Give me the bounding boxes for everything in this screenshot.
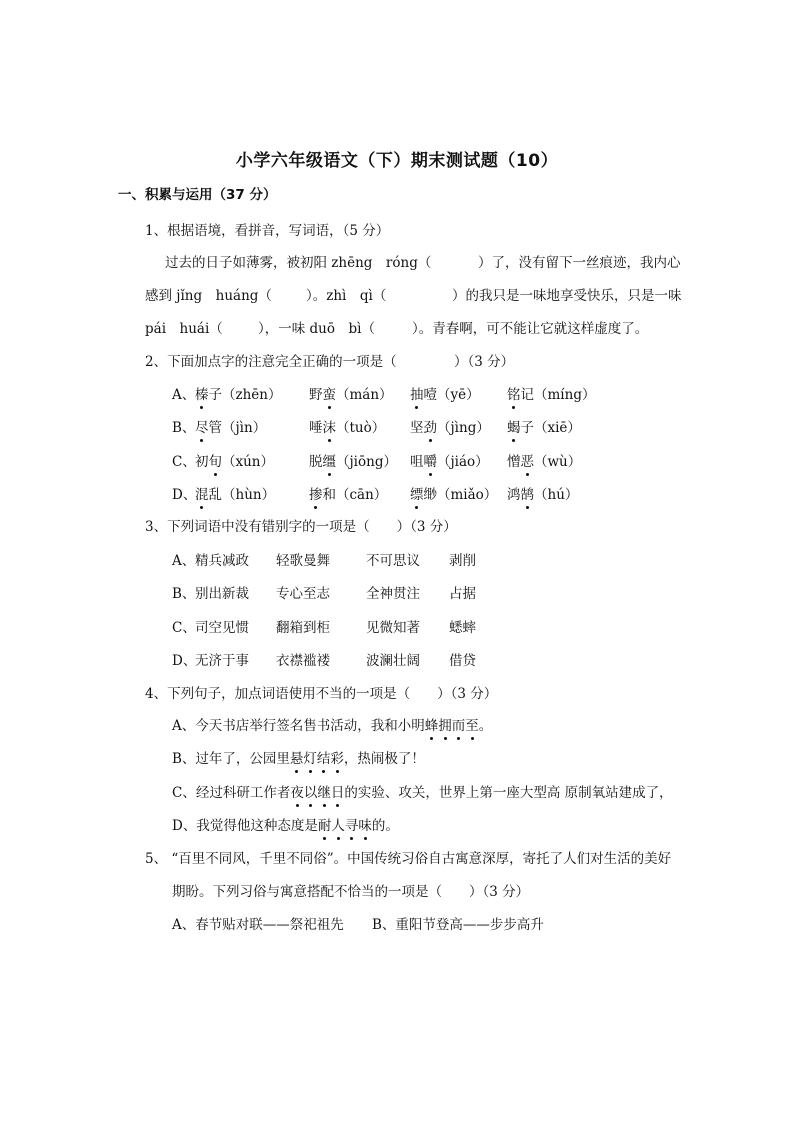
q4-a-pre: A、今天书店举行签名售书活动，我和小明 — [172, 718, 425, 734]
q1-line2-text-b: ）。zhì qì（ — [306, 288, 387, 304]
q2-stem-a: 2、下面加点字的注意完全正确的一项是（ — [145, 354, 397, 370]
q2-item-pre: 憎 — [507, 454, 521, 470]
q4-b-dotted — [290, 751, 344, 767]
dotted-char: 人 — [331, 814, 345, 834]
q2-item-post: 乱（hùn） — [208, 487, 276, 503]
q2-item-post: 和（cān） — [322, 487, 388, 503]
q2-item-post: （tuò） — [336, 420, 386, 436]
q1-stem: 1、根据语境，看拼音，写词语，（5 分） — [145, 223, 390, 239]
q2-item-pre: 初 — [195, 454, 209, 470]
q2-item-post: （xún） — [222, 454, 275, 470]
q3-stem: 3、下列词语中没有错别字的一项是（ ）（3 分） — [145, 519, 457, 535]
q2-item-post: （hú） — [534, 487, 579, 503]
q2-option-label: D、 — [172, 487, 197, 503]
dotted-char: 而 — [452, 714, 466, 734]
q1-line2-text-a: 感到 jǐng huáng（ — [145, 288, 272, 304]
q2-item-dotted-char: 嚼 — [424, 450, 438, 470]
q2-item-dotted-char: 抽 — [410, 383, 424, 403]
q3-option-label: B、 — [172, 586, 196, 602]
q5-stem-line2: 期盼。下列习俗与寓意搭配不恰当的一项是（ ）（3 分） — [172, 884, 530, 900]
q3-option-word: 司空见惯 — [195, 620, 249, 636]
q4-stem: 4、下列句子，加点词语使用不当的一项是（ ）（3 分） — [145, 686, 498, 702]
q4-b-pre: B、过年了，公园里 — [172, 751, 290, 767]
q4-a-post: 。 — [478, 718, 493, 734]
q2-item-post: 子（xiē） — [520, 420, 581, 436]
q2-item-dotted-char: 铭 — [507, 383, 521, 403]
dotted-char: 夜 — [290, 781, 304, 801]
q3-option-word: 轻歌曼舞 — [276, 553, 330, 569]
q3-option-word: 剥削 — [449, 553, 476, 569]
q2-option-item — [410, 483, 497, 503]
q2-item-pre: 鸿 — [507, 487, 521, 503]
q2-item-post: （jìng） — [437, 420, 490, 436]
q2-item-post: 噎（yē） — [423, 387, 480, 403]
dotted-char: 寻 — [345, 814, 359, 834]
q2-item-dotted-char: 劲 — [424, 416, 438, 436]
q4-option-d — [172, 814, 399, 834]
q2-option-item — [507, 483, 578, 503]
q3-option-word: 见微知著 — [366, 620, 420, 636]
dotted-char: 悬 — [290, 747, 304, 767]
q2-item-dotted-char: 缰 — [323, 450, 337, 470]
q1-line1-text-a: 过去的日子如薄雾，被初阳 zhēng róng（ — [165, 255, 432, 271]
dotted-char: 耐 — [318, 814, 332, 834]
dotted-char: 结 — [317, 747, 331, 767]
q3-option-word: 别出新裁 — [195, 586, 249, 602]
q2-option-item — [507, 416, 581, 436]
q2-item-dotted-char: 鹄 — [521, 483, 535, 503]
q2-item-dotted-char: 沫 — [323, 416, 337, 436]
q2-item-pre: 坚 — [410, 420, 424, 436]
q3-option-word: 专心至志 — [276, 586, 330, 602]
q3-option-word: 精兵减政 — [195, 553, 249, 569]
q2-item-dotted-char: 混 — [195, 483, 209, 503]
q2-item-dotted-char: 蝎 — [507, 416, 521, 436]
q4-d-post: 的。 — [371, 818, 399, 834]
q3-option-word: 全神贯注 — [366, 586, 420, 602]
q2-option-label: B、 — [172, 420, 196, 436]
dotted-char: 继 — [317, 781, 331, 801]
q2-item-post: （jiáo） — [437, 454, 489, 470]
q2-option-item — [507, 450, 581, 470]
q2-item-post: （wù） — [534, 454, 582, 470]
q5-option-b: B、重阳节登高——步步高升 — [372, 917, 544, 933]
q4-c-pre: C、经过科研工作者 — [172, 785, 291, 801]
q2-option-item — [309, 383, 393, 403]
q2-option-item — [309, 450, 397, 470]
q2-item-pre: 脱 — [309, 454, 323, 470]
q1-line3-text-b: ），一味 duō bì（ — [258, 321, 375, 337]
q2-option-item — [410, 383, 480, 403]
q1-line1-text-b: ）了，没有留下一丝痕迹，我内心 — [478, 255, 681, 271]
q2-item-post: （jiōng） — [336, 454, 397, 470]
dotted-char: 灯 — [303, 747, 317, 767]
q2-option-label: A、 — [172, 387, 196, 403]
section-heading: 一、积累与运用（37 分） — [118, 187, 277, 203]
dotted-char: 味 — [358, 814, 372, 834]
q4-a-dotted — [425, 718, 479, 734]
q4-option-a — [172, 714, 492, 734]
q2-item-post: 子（zhēn） — [208, 387, 282, 403]
q2-option-item — [195, 416, 266, 436]
q2-item-post: 记（míng） — [520, 387, 596, 403]
q2-item-post: （mán） — [336, 387, 393, 403]
q1-line2-text-c: ）的我只是一味地享受快乐，只是一味 — [452, 288, 682, 304]
q3-option-word: 翻箱到柜 — [276, 620, 330, 636]
q4-b-post: ，热闹极了！ — [343, 751, 425, 767]
dotted-char: 至 — [465, 714, 479, 734]
q3-option-word: 衣襟褴褛 — [276, 653, 330, 669]
q3-option-word: 蟋蟀 — [449, 620, 476, 636]
q2-option-item — [195, 383, 282, 403]
q2-item-dotted-char: 尽 — [195, 416, 209, 436]
q2-item-dotted-char: 恶 — [521, 450, 535, 470]
q2-item-post: 管（jìn） — [208, 420, 267, 436]
q2-item-dotted-char: 旬 — [209, 450, 223, 470]
q2-option-item — [195, 483, 275, 503]
q2-stem-b: ）（3 分） — [454, 354, 515, 370]
q4-d-dotted — [318, 818, 372, 834]
q1-line3-text-a: pái huái（ — [145, 321, 223, 337]
dotted-char: 日 — [331, 781, 345, 801]
q4-option-b — [172, 747, 425, 767]
q3-option-label: A、 — [172, 553, 196, 569]
q2-option-item — [410, 450, 489, 470]
q2-item-pre: 唾 — [309, 420, 323, 436]
q3-option-word: 借贷 — [449, 653, 476, 669]
q3-option-label: C、 — [172, 620, 196, 636]
q2-option-item — [195, 450, 274, 470]
q3-option-word: 波澜壮阔 — [366, 653, 420, 669]
q2-item-dotted-char: 掺 — [309, 483, 323, 503]
q2-option-item — [309, 416, 385, 436]
q3-option-word: 不可思议 — [366, 553, 420, 569]
dotted-char: 以 — [304, 781, 318, 801]
q2-option-item — [507, 383, 595, 403]
q3-option-word: 无济于事 — [195, 653, 249, 669]
q4-d-pre: D、我觉得他这种态度是 — [172, 818, 318, 834]
dotted-char: 彩 — [330, 747, 344, 767]
q2-item-pre: 野 — [309, 387, 323, 403]
dotted-char: 蜂 — [425, 714, 439, 734]
q2-option-item — [410, 416, 490, 436]
page-title: 小学六年级语文（下）期末测试题（10） — [235, 151, 559, 171]
q4-c-post: 的实验、攻关，世界上第一座大型高 原制氧站建成了， — [344, 785, 673, 801]
q3-option-word: 占据 — [449, 586, 476, 602]
q5-stem-line1: 5、 “百里不同风，千里不同俗”。中国传统习俗自古寓意深厚，寄托了人们对生活的美好 — [145, 851, 672, 867]
q1-line3-text-c: ）。青春啊，可不能让它就这样虚度了。 — [412, 321, 649, 337]
q2-item-dotted-char: 榛 — [195, 383, 209, 403]
q2-item-pre: 咀 — [410, 454, 424, 470]
q2-item-dotted-char: 缥 — [410, 483, 424, 503]
q2-item-post: 缈（miǎo） — [423, 487, 498, 503]
q2-option-label: C、 — [172, 454, 196, 470]
q2-item-dotted-char: 蛮 — [323, 383, 337, 403]
q3-option-label: D、 — [172, 653, 197, 669]
q4-c-dotted — [290, 785, 344, 801]
dotted-char: 拥 — [438, 714, 452, 734]
q4-option-c — [172, 781, 673, 801]
q5-option-a: A、春节贴对联——祭祀祖先 — [172, 917, 344, 933]
q2-option-item — [309, 483, 387, 503]
